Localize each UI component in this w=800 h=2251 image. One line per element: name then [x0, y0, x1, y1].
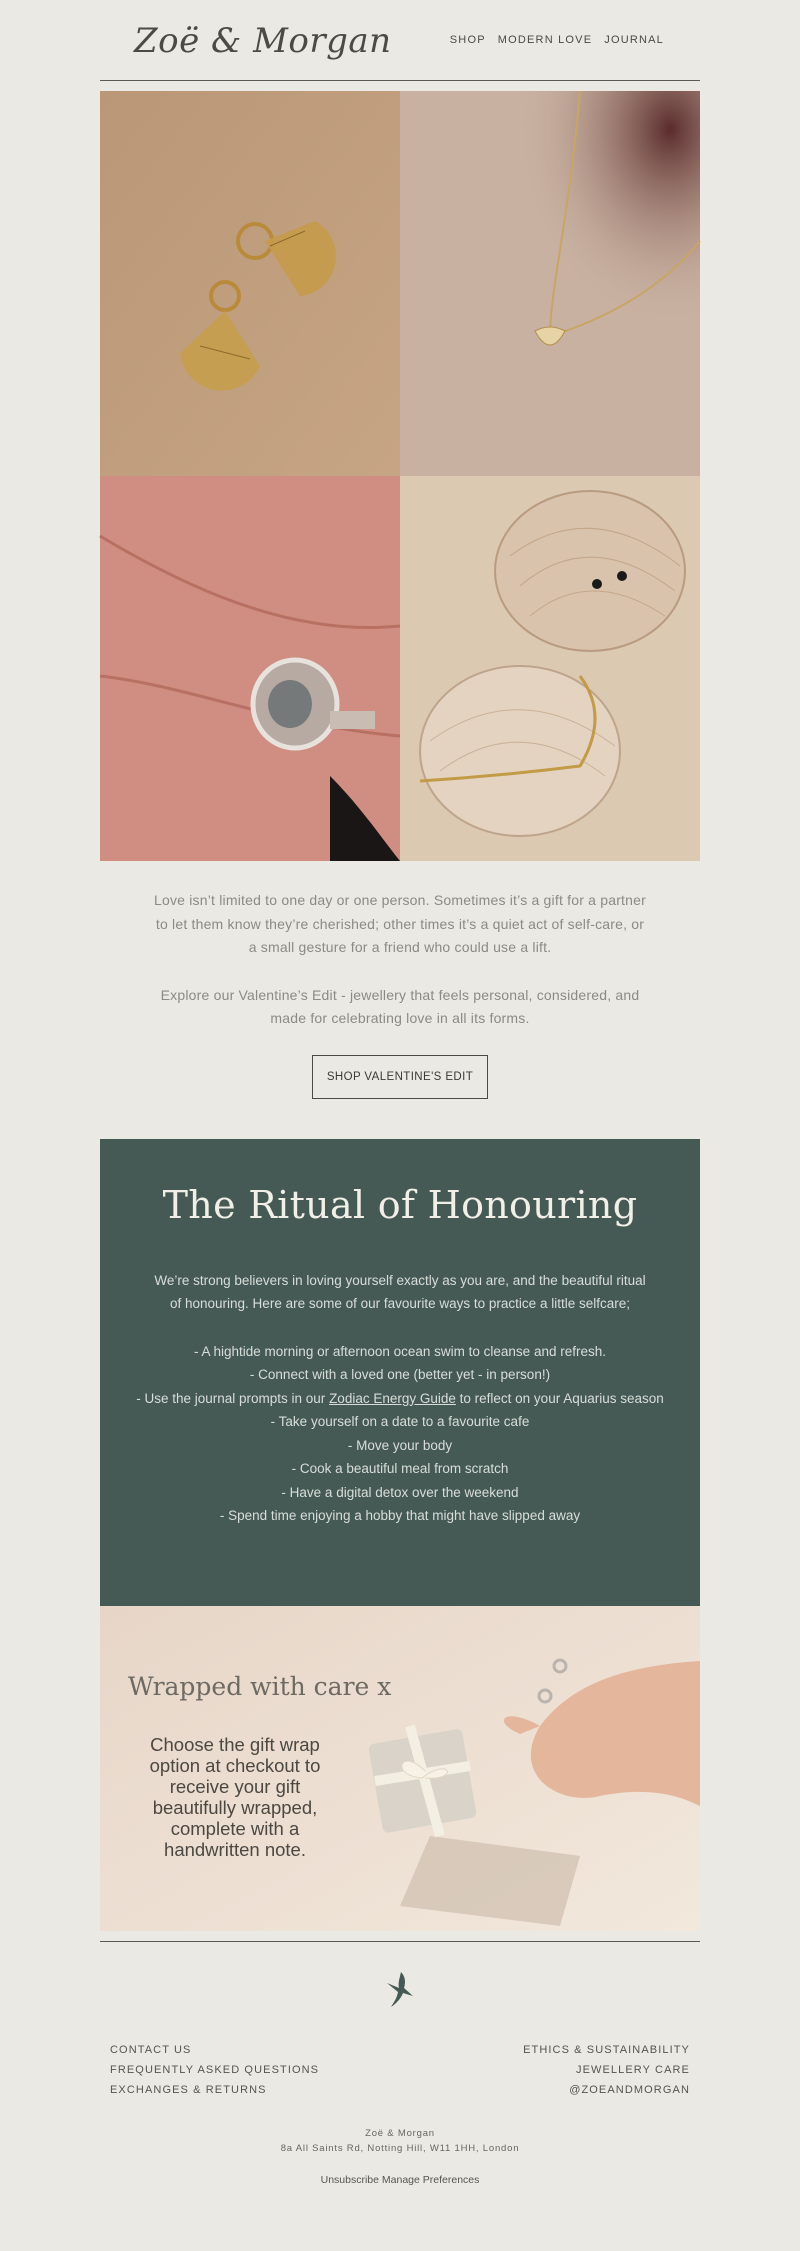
nav-shop[interactable]: SHOP — [449, 34, 486, 46]
gift-wrap-copy: Choose the gift wrap option at checkout to receive your gift beautifully wrapped, complete with a handwritten note. — [149, 1733, 321, 1860]
ritual-title: The Ritual of Honouring — [162, 1182, 638, 1227]
list-item: - A hightide morning or afternoon ocean swim to cleanse and refresh. — [194, 1343, 606, 1359]
list-item: - Cook a beautiful meal from scratch — [291, 1461, 509, 1476]
photo-shells-jewellery[interactable] — [400, 476, 700, 861]
unsubscribe-link[interactable]: Unsubscribe — [320, 2173, 379, 2186]
gift-wrap-banner[interactable] — [100, 1606, 700, 1931]
gift-wrap-title: Wrapped with care x — [128, 1671, 392, 1701]
nav-modern-love[interactable]: MODERN LOVE — [497, 34, 593, 46]
intro-paragraph-2: Explore our Valentine’s Edit - jewellery that feels personal, considered, and made for celebrating love in all its forms. — [160, 986, 640, 1026]
svg-text:Zoë & Morgan: Zoë & Morgan — [134, 21, 392, 61]
list-item: - Spend time enjoying a hobby that might have slipped away — [219, 1508, 581, 1523]
contact-us-link[interactable]: CONTACT US — [110, 2043, 192, 2056]
footer-links — [100, 2010, 700, 2096]
list-item: - Take yourself on a date to a favourite cafe — [270, 1414, 530, 1429]
journal-prefix: - Use the journal prompts in our — [136, 1390, 330, 1406]
shop-valentines-edit-button[interactable]: SHOP VALENTINE'S EDIT — [312, 1055, 488, 1099]
email-preferences — [100, 2174, 700, 2186]
ritual-section — [100, 1139, 700, 1606]
product-photo-grid — [100, 91, 700, 861]
main-nav — [450, 34, 664, 46]
zodiac-energy-guide-link[interactable]: Zodiac Energy Guide — [329, 1390, 456, 1406]
intro-section — [100, 861, 700, 1031]
faq-link[interactable]: FREQUENTLY ASKED QUESTIONS — [110, 2063, 320, 2076]
intro-paragraph-1: Love isn’t limited to one day or one person. Sometimes it’s a gift for a partner to let them know they’re cherished; other times it’s a quiet act of self-care, or a small gesture for a friend who could use a lift. — [154, 892, 646, 955]
ethics-sustainability-link[interactable]: ETHICS & SUSTAINABILITY — [523, 2043, 690, 2056]
list-item: - Move your body — [347, 1437, 453, 1453]
list-item-journal — [130, 1387, 670, 1411]
ritual-paragraph: We’re strong believers in loving yourself exactly as you are, and the beautiful ritual of honouring. Here are some of our favourite ways to practice a little selfcare; — [154, 1272, 646, 1311]
street-address: 8a All Saints Rd, Notting Hill, W11 1HH, London — [280, 2142, 520, 2154]
list-item: - Have a digital detox over the weekend — [281, 1484, 519, 1500]
header — [100, 0, 700, 80]
photo-pendant-necklace[interactable] — [400, 91, 700, 476]
jewellery-care-link[interactable]: JEWELLERY CARE — [575, 2063, 690, 2076]
manage-preferences-link[interactable]: Manage Preferences — [381, 2173, 480, 2186]
footer-divider — [100, 1941, 700, 1942]
exchanges-returns-link[interactable]: EXCHANGES & RETURNS — [110, 2083, 267, 2096]
swallow-icon — [100, 1970, 700, 2010]
photo-fan-earrings[interactable] — [100, 91, 400, 476]
company-address — [100, 2126, 700, 2156]
nav-journal[interactable]: JOURNAL — [604, 34, 664, 46]
journal-suffix: to reflect on your Aquarius season — [455, 1390, 664, 1406]
header-divider — [100, 80, 700, 81]
list-item: - Connect with a loved one (better yet - in person!) — [249, 1367, 551, 1382]
instagram-handle-link[interactable]: @ZOEANDMORGAN — [569, 2083, 690, 2096]
selfcare-list — [130, 1340, 670, 1528]
company-name: Zoë & Morgan — [365, 2127, 435, 2139]
photo-signet-ring[interactable] — [100, 476, 400, 861]
